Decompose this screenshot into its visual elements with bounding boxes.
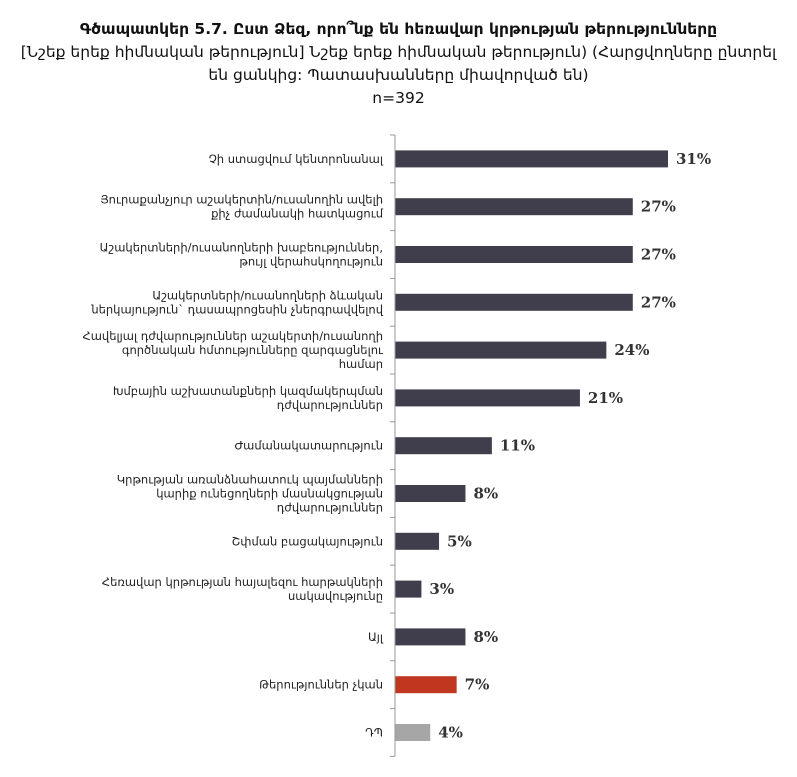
bar [395,533,439,550]
bar [395,342,606,359]
bar [395,628,465,645]
value-label: 5% [447,532,472,551]
value-label: 21% [587,388,624,407]
bar [395,485,465,502]
category-label: ԴՊ [365,725,383,740]
category-label: Թերություններ չկան [259,677,383,692]
category-label: Հավելյալ դժվարություններ աշակերտի/ուսանողի գործնական հմտությունները զարգացնելու համար [82,329,383,372]
value-label: 24% [614,341,650,360]
bar [395,676,457,693]
value-label: 4% [438,723,463,742]
category-label: Կրթության առանձնահատուկ պայմանների կարիք ունեցողների մասնակցության դժվարություններ [116,472,383,515]
category-label: Հեռավար կրթության հայալեզու հարթակների սակավությունը [101,575,383,604]
bar [395,437,492,454]
bar [395,389,580,406]
value-label: 11% [499,436,536,455]
sample-size: n=392 [372,89,425,107]
value-label: 8% [473,484,499,503]
value-label: 8% [473,627,499,646]
category-label: Յուրաքանչյուր աշակերտին/ուսանողին ավելի քիչ ժամանակի հատկացում [100,192,383,221]
bar [395,198,633,215]
chart-title: Գծապատկեր 5.7. Ըստ Ձեզ, որո՞նք են հեռավար կրթության թերությունները [79,20,718,38]
chart-subtitle: [Նշեք երեք հիմնական թերություն] Նշեք երեք հիմնական թերություն) (Հարցվողները ընտրել են ցանկից: Պատասխանները միավորված են) [20,43,777,84]
value-label: 27% [640,197,676,216]
value-label: 27% [640,245,676,264]
value-label: 7% [464,675,490,694]
bar [395,150,668,167]
category-label: Խմբային աշխատանքների կազմակերպման դժվարություններ [112,383,383,412]
bar [395,581,421,598]
category-label: Ժամանակատարություն [234,438,383,453]
category-label: Շփման բացակայություն [231,534,383,549]
bar [395,724,430,741]
category-label: Աշակերտների/ուսանողների ձևական ներկայություն` դասապրոցեսին չներգրավվելով [91,288,383,317]
category-label: Այլ [367,629,383,644]
value-label: 27% [640,293,676,312]
bar [395,246,633,263]
value-label: 3% [429,580,455,599]
category-label: Չի ստացվում կենտրոնանալ [208,151,383,166]
value-label: 31% [676,149,712,168]
bar [395,294,633,311]
category-label: Աշակերտների/ուսանողների խաբեություններ, թույլ վերահսկողություն [99,240,383,269]
